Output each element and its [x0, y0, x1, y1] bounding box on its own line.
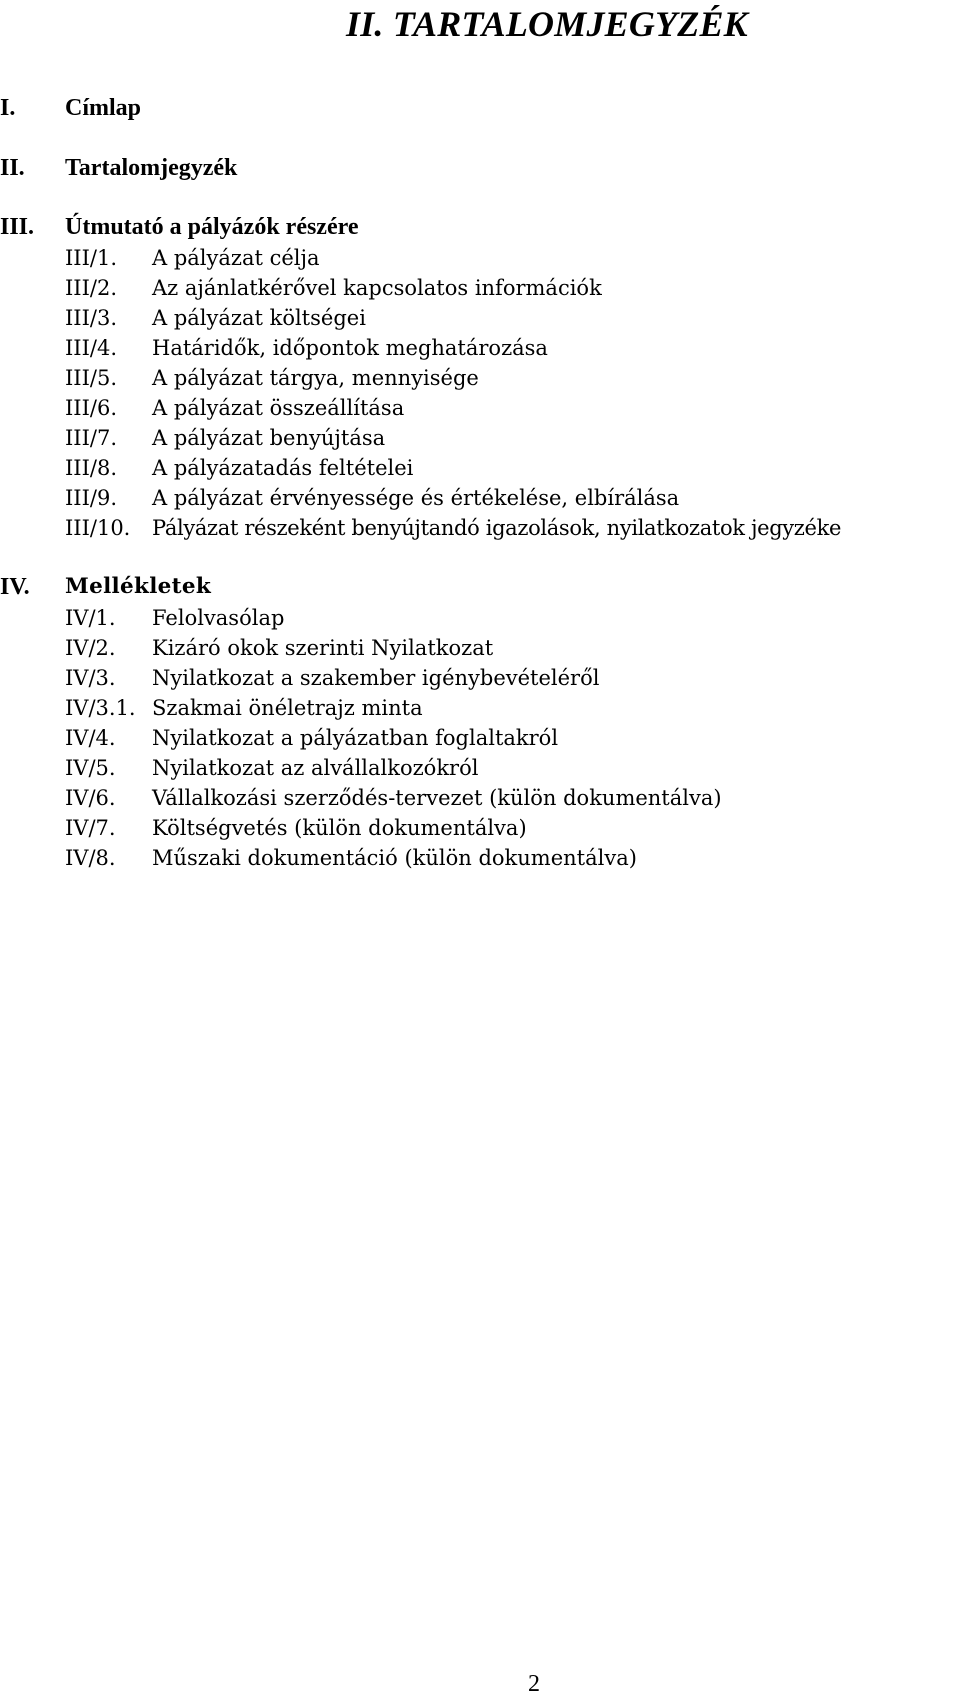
toc-item-label: Az ajánlatkérővel kapcsolatos információk [152, 276, 602, 300]
toc-item-number: IV/1. [65, 606, 116, 630]
page-title: II. TARTALOMJEGYZÉK [346, 4, 748, 44]
toc-item-label: Kizáró okok szerinti Nyilatkozat [152, 636, 494, 660]
toc-item[interactable] [65, 753, 478, 783]
toc-item[interactable] [65, 633, 493, 663]
toc-item-label: Határidők, időpontok meghatározása [152, 336, 548, 360]
toc-item-label: A pályázat összeállítása [152, 396, 405, 420]
toc-item-label: A pályázatadás feltételei [152, 456, 414, 480]
toc-item-label: A pályázat tárgya, mennyisége [152, 366, 479, 390]
toc-item-number: III/4. [65, 336, 117, 360]
toc-item-number: IV/3.1. [65, 696, 136, 720]
toc-item-label: Pályázat részeként benyújtandó igazolások, nyilatkozatok jegyzéke [152, 516, 842, 540]
toc-section-label: Mellékletek [65, 574, 212, 599]
toc-item-number: III/9. [65, 486, 117, 510]
toc-section-number: III. [0, 214, 35, 240]
toc-item-label: A pályázat benyújtása [152, 426, 386, 450]
toc-section-label: Tartalomjegyzék [65, 155, 238, 181]
toc-section-label: Útmutató a pályázók részére [65, 214, 359, 240]
toc-item[interactable] [65, 453, 413, 483]
toc-item[interactable] [65, 843, 637, 873]
toc-item[interactable] [65, 603, 284, 633]
toc-item-label: Vállalkozási szerződés-tervezet (külön dokumentálva) [152, 786, 722, 810]
toc-item-label: Költségvetés (külön dokumentálva) [152, 816, 527, 840]
toc-item-number: III/3. [65, 306, 117, 330]
toc-item[interactable] [65, 723, 558, 753]
toc-item-number: III/6. [65, 396, 117, 420]
toc-item-label: Nyilatkozat a pályázatban foglaltakról [152, 726, 559, 750]
toc-item[interactable] [65, 363, 479, 393]
toc-item-number: IV/4. [65, 726, 116, 750]
toc-item-number: IV/5. [65, 756, 116, 780]
toc-item-number: IV/2. [65, 636, 116, 660]
toc-item[interactable] [65, 813, 527, 843]
toc-item[interactable] [65, 663, 599, 693]
toc-item-label: A pályázat érvényessége és értékelése, elbírálása [152, 486, 680, 510]
toc-item-label: Nyilatkozat az alvállalkozókról [152, 756, 479, 780]
toc-item-label: Szakmai önéletrajz minta [152, 696, 423, 720]
toc-item[interactable] [65, 243, 320, 273]
toc-item-number: III/8. [65, 456, 117, 480]
toc-item-number: IV/8. [65, 846, 116, 870]
page-number: 2 [528, 1671, 540, 1697]
toc-item[interactable] [65, 483, 679, 513]
toc-item[interactable] [65, 423, 385, 453]
toc-item[interactable] [65, 393, 404, 423]
toc-item[interactable] [65, 513, 841, 543]
toc-item-label: Műszaki dokumentáció (külön dokumentálva) [152, 846, 637, 870]
toc-item-number: III/7. [65, 426, 117, 450]
toc-section-number: I. [0, 95, 16, 121]
toc-item-number: IV/6. [65, 786, 116, 810]
toc-item-label: A pályázat célja [152, 246, 320, 270]
toc-item[interactable] [65, 783, 722, 813]
toc-item-number: IV/7. [65, 816, 116, 840]
toc-item-number: III/10. [65, 516, 131, 540]
toc-section-number: II. [0, 155, 25, 181]
toc-item[interactable] [65, 333, 548, 363]
toc-item-label: Nyilatkozat a szakember igénybevételéről [152, 666, 600, 690]
toc-item-number: III/5. [65, 366, 117, 390]
toc-section-number: IV. [0, 574, 30, 600]
toc-item[interactable] [65, 273, 602, 303]
toc-item[interactable] [65, 693, 423, 723]
toc-item-number: III/2. [65, 276, 117, 300]
toc-item-label: Felolvasólap [152, 606, 285, 630]
toc-section-label: Címlap [65, 95, 142, 121]
toc-item-number: IV/3. [65, 666, 116, 690]
toc-item-number: III/1. [65, 246, 117, 270]
toc-item-label: A pályázat költségei [152, 306, 366, 330]
toc-item[interactable] [65, 303, 366, 333]
